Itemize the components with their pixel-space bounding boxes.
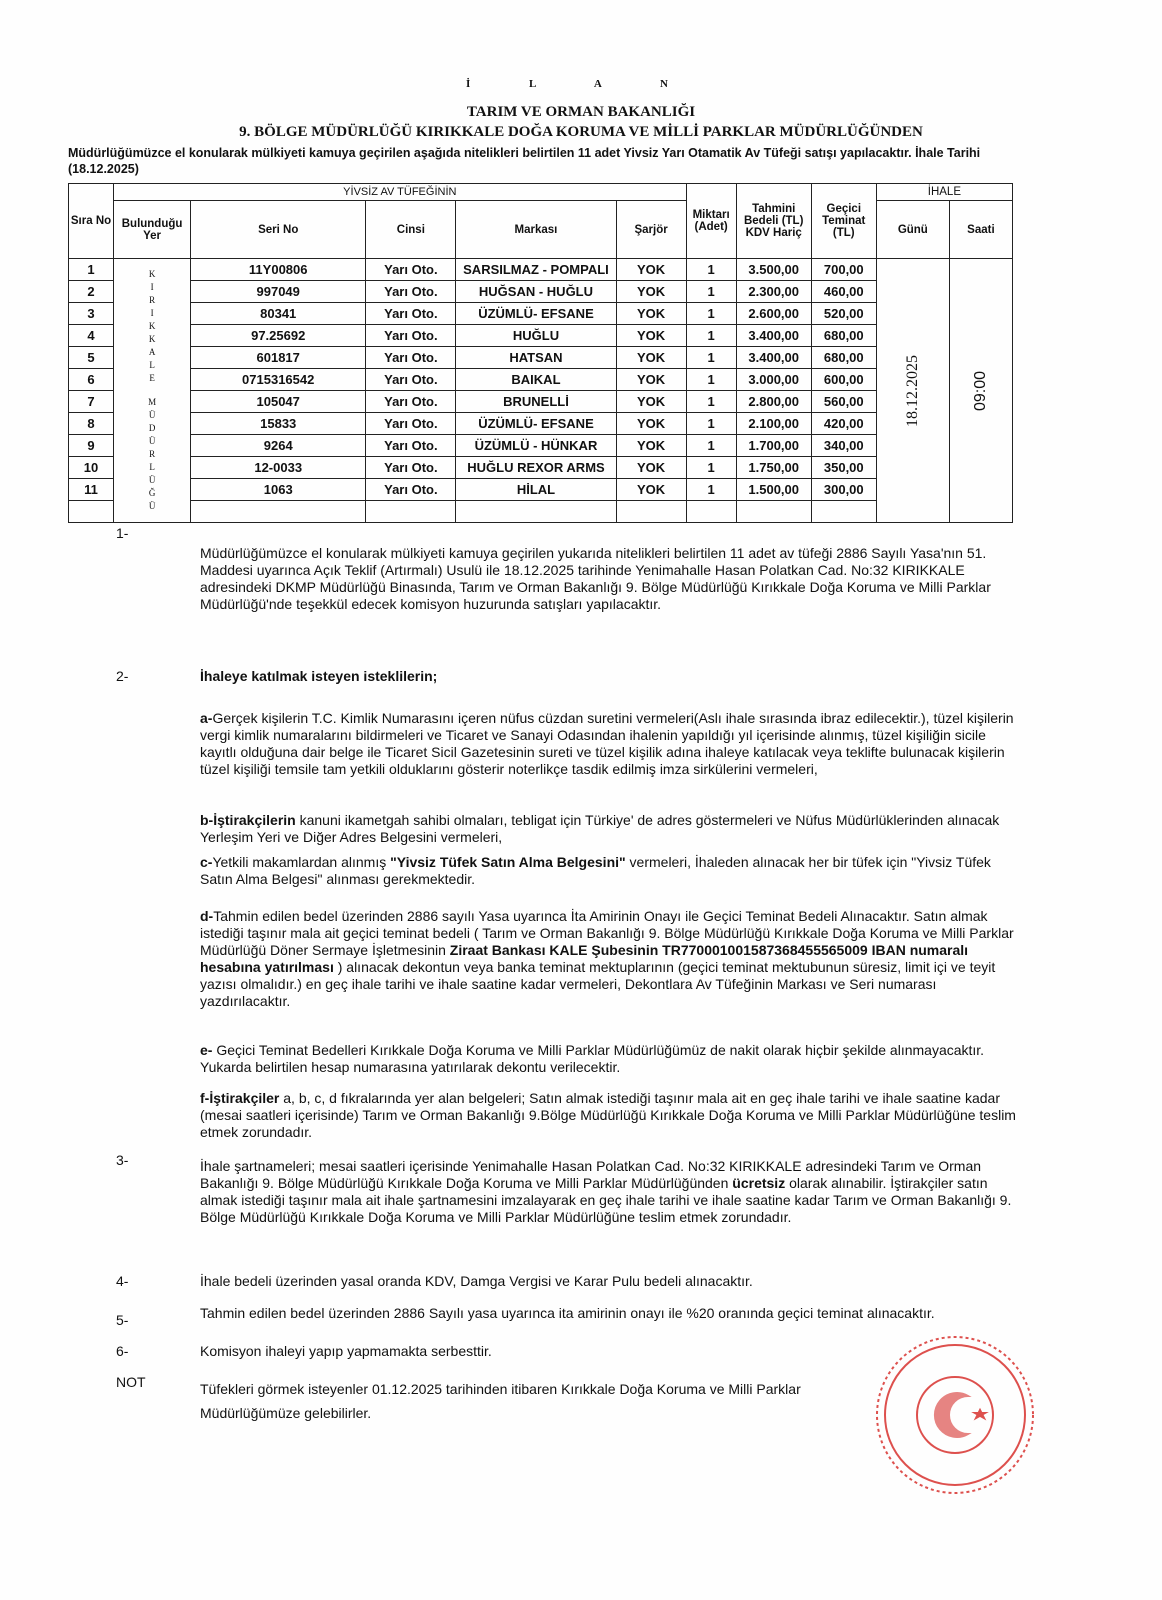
row-sarjor: YOK (616, 479, 686, 501)
row-marka: HİLAL (456, 479, 616, 501)
row-adet: 1 (686, 259, 736, 281)
row-seri: 105047 (191, 391, 366, 413)
item-2d-text1: Tahmin edilen bedel üzerinden 2886 sayılı Yasa uyarınca İta Amirinin Onayı ile Geçici Teminat Bedeli Alınacaktır. Satın almak istediği taşınır mala ait geçici teminat bedeli ( Tarım ve Orman Bakanlığı 9. Bölge Müdürlüğü Kırıkkale Doğa Koruma ve Milli Parklar Müdürlüğü Döner Sermaye İşletmesinin (200, 908, 1014, 958)
row-teminat: 340,00 (811, 435, 876, 457)
item-number-6: 6- (116, 1343, 129, 1359)
item-2c-text1: Yetkili makamlardan alınmış (212, 854, 391, 870)
table-row (69, 413, 1013, 435)
header-gunu: Günü (876, 201, 949, 259)
row-seri: 11Y00806 (191, 259, 366, 281)
row-cins: Yarı Oto. (366, 435, 456, 457)
item-2b (200, 812, 1020, 846)
row-sira-no: 1 (69, 259, 114, 281)
row-seri: 97.25692 (191, 325, 366, 347)
row-cins (366, 501, 456, 523)
announcement-heading: İ L A N (466, 78, 696, 90)
row-cins: Yarı Oto. (366, 347, 456, 369)
row-teminat: 420,00 (811, 413, 876, 435)
item-3-text1: İhale şartnameleri; mesai saatleri içerisinde Yenimahalle Hasan Polatkan Cad. No:32 KIRIKKALE adresindeki Tarım ve Orman Bakanlığı 9. Bölge Müdürlüğü Kırıkkale Doğa Koruma ve Milli Parklar Müdürlüğünden (200, 1158, 982, 1191)
row-marka: HUĞLU (456, 325, 616, 347)
row-bedel: 1.700,00 (736, 435, 811, 457)
table-row (69, 479, 1013, 501)
row-adet: 1 (686, 457, 736, 479)
row-cins: Yarı Oto. (366, 259, 456, 281)
row-bedel: 3.000,00 (736, 369, 811, 391)
row-marka: BAIKAL (456, 369, 616, 391)
item-2c-text2: vermeleri, İhaleden alınacak her bir tüfek için "Yivsiz Tüfek Satın Alma Belgesi" alınması gerekmektedir. (200, 854, 991, 887)
item-4-text: İhale bedeli üzerinden yasal oranda KDV, Damga Vergisi ve Karar Pulu bedeli alınacaktır. (200, 1273, 753, 1289)
item-3-text2: olarak alınabilir. İştirakçiler satın almak istediği taşınır mala ait ihale şartnamesini imzalayarak en geç ihale tarihi ve ihale saatine kadar Tarım ve Orman Bakanlığı 9. Bölge Müdürlüğü Kırıkkale Doğa Koruma ve Milli Parklar Müdürlüğüne teslim etmek zorundadır. (200, 1175, 1012, 1225)
row-teminat: 680,00 (811, 325, 876, 347)
ihale-gunu-cell (876, 259, 949, 523)
item-2e-text: Geçici Teminat Bedelleri Kırıkkale Doğa Koruma ve Milli Parklar Müdürlüğümüz de nakit olarak hiçbir şekilde alınmayacaktır. Yukarda belirtilen hesap numarasına yatırılarak dekontu verilecektir. (200, 1042, 985, 1075)
location-letter: L (149, 360, 155, 370)
table-row (69, 435, 1013, 457)
row-seri: 1063 (191, 479, 366, 501)
intro-text: Müdürlüğümüzce el konularak mülkiyeti kamuya geçirilen aşağıda nitelikleri belirtilen 11 adet Yivsiz Yarı Otamatik Av Tüfeği satışı yapılacaktır. İhale Tarihi (18.12.2025) (68, 146, 981, 176)
location-letter: L (149, 462, 155, 472)
row-bedel: 2.600,00 (736, 303, 811, 325)
location-letter: Ü (148, 436, 156, 446)
item-number-1: 1- (116, 525, 129, 541)
location-letter: E (149, 373, 155, 383)
row-bedel: 1.750,00 (736, 457, 811, 479)
item-2c (200, 854, 1020, 888)
row-adet: 1 (686, 281, 736, 303)
item-2d-label: d- (200, 908, 214, 924)
row-marka: HUĞSAN - HUĞLU (456, 281, 616, 303)
row-marka (456, 501, 616, 523)
row-seri: 9264 (191, 435, 366, 457)
table-row (69, 347, 1013, 369)
row-sira-no: 2 (69, 281, 114, 303)
table-row (69, 391, 1013, 413)
location-letter: I (150, 282, 154, 292)
row-cins: Yarı Oto. (366, 391, 456, 413)
row-sarjor (616, 501, 686, 523)
item-2b-label: b-İştirakçilerin (200, 812, 296, 828)
row-teminat: 460,00 (811, 281, 876, 303)
item-number-5: 5- (116, 1312, 129, 1328)
row-cins: Yarı Oto. (366, 303, 456, 325)
item-2a-label: a- (200, 710, 213, 726)
row-teminat: 700,00 (811, 259, 876, 281)
row-bedel (736, 501, 811, 523)
row-teminat: 520,00 (811, 303, 876, 325)
item-number-2: 2- (116, 668, 129, 684)
item-2a-text: Gerçek kişilerin T.C. Kimlik Numarasını içeren nüfus cüzdan suretini vermeleri(Aslı ihale sırasında ibraz edilecektir.), tüzel kişilerin vergi kimlik numaralarını bildirmeleri ve Ticaret ve Sanayi Odasından ihalenin yapıldığı yıl içerisinde alınmış, tüzel kişiliğin sicile kayıtlı olduğuna dair belge ile Ticaret Sicil Gazetesinin sureti ve tüzel kişilik adına ihaleye katılacak veya teklifte bulunacak kişilerin tüzel kişiliği temsile tam yetkili olduklarını gösterir noterlikçe tasdik edilmiş imza sirkülerini vermeleri, (200, 710, 1014, 777)
row-sira-no: 4 (69, 325, 114, 347)
header-ihale: İHALE (876, 184, 1012, 201)
row-sira-no: 6 (69, 369, 114, 391)
row-teminat: 560,00 (811, 391, 876, 413)
location-letter: Ü (148, 501, 156, 511)
directorate-title: 9. BÖLGE MÜDÜRLÜĞÜ KIRIKKALE DOĞA KORUMA VE MİLLİ PARKLAR MÜDÜRLÜĞÜNDEN (239, 124, 923, 140)
row-cins: Yarı Oto. (366, 457, 456, 479)
table-row (69, 303, 1013, 325)
ihale-gunu: 18.12.2025 (903, 354, 921, 427)
row-marka: ÜZÜMLÜ- EFSANE (456, 303, 616, 325)
header-gecici-teminat: Geçici Teminat (TL) (811, 184, 876, 259)
location-letter: M (148, 397, 157, 407)
table-row (69, 259, 1013, 281)
table-row (69, 501, 1013, 523)
rifle-table (68, 183, 1013, 523)
row-bedel: 3.400,00 (736, 347, 811, 369)
row-marka: SARSILMAZ - POMPALI (456, 259, 616, 281)
table-row (69, 369, 1013, 391)
header-cinsi: Cinsi (366, 201, 456, 259)
row-seri: 15833 (191, 413, 366, 435)
table-row (69, 281, 1013, 303)
ihale-saati: 09:00 (971, 370, 989, 411)
row-cins: Yarı Oto. (366, 369, 456, 391)
row-seri: 80341 (191, 303, 366, 325)
header-sarjor: Şarjör (616, 201, 686, 259)
location-letter: I (150, 308, 154, 318)
ihale-saati-cell (949, 259, 1012, 523)
table-row (69, 457, 1013, 479)
note-text: Tüfekleri görmek isteyenler 01.12.2025 tarihinden itibaren Kırıkkale Doğa Koruma ve Milli Parklar Müdürlüğümüze gelebilirler. (200, 1381, 801, 1421)
location-letter: R (149, 449, 156, 459)
row-cins: Yarı Oto. (366, 479, 456, 501)
location-letter: Ü (148, 475, 156, 485)
location-letter: Ü (148, 410, 156, 420)
location-letters (114, 268, 190, 513)
row-teminat: 680,00 (811, 347, 876, 369)
row-sira-no: 7 (69, 391, 114, 413)
row-adet: 1 (686, 369, 736, 391)
item-2a (200, 710, 1020, 778)
row-adet: 1 (686, 303, 736, 325)
item-1-text: Müdürlüğümüzce el konularak mülkiyeti kamuya geçirilen yukarıda nitelikleri belirtilen 11 adet av tüfeği 2886 Sayılı Yasa'nın 51. Maddesi uyarınca Açık Teklif (Artırmalı) Usulü ile 18.12.2025 tarihinde Yenimahalle Hasan Polatkan Cad. No:32 KIRIKKALE adresindeki DKMP Müdürlüğü Binasında, Tarım ve Orman Bakanlığı 9. Bölge Müdürlüğü Kırıkkale Doğa Koruma ve Milli Parklar Müdürlüğü'nde teşekkül edecek komisyon huzurunda satışları yapılacaktır. (200, 545, 991, 612)
row-sira-no: 5 (69, 347, 114, 369)
row-sira-no: 8 (69, 413, 114, 435)
row-teminat (811, 501, 876, 523)
row-sira-no: 3 (69, 303, 114, 325)
location-letter: D (148, 423, 156, 433)
row-bedel: 2.100,00 (736, 413, 811, 435)
header-markasi: Markası (456, 201, 616, 259)
row-seri: 0715316542 (191, 369, 366, 391)
official-seal-stamp (870, 1330, 1040, 1500)
item-2e-label: e- (200, 1042, 213, 1058)
item-2f-label: f-İştirakçiler (200, 1090, 280, 1106)
location-letter: K (148, 321, 156, 331)
row-marka: HUĞLU REXOR ARMS (456, 457, 616, 479)
row-sarjor: YOK (616, 259, 686, 281)
row-adet: 1 (686, 391, 736, 413)
row-adet: 1 (686, 479, 736, 501)
row-sarjor: YOK (616, 435, 686, 457)
row-cins: Yarı Oto. (366, 413, 456, 435)
row-bedel: 2.300,00 (736, 281, 811, 303)
row-seri: 601817 (191, 347, 366, 369)
row-sarjor: YOK (616, 457, 686, 479)
item-2d-text2: ) alınacak dekontun veya banka teminat mektuplarının (geçici teminat mektubunun süresiz, limit içi ve teyit yazısı olmalıdır.) en geç ihale tarihi ve ihale saatine kadar vermeleri, Dekontlara Av Tüfeğinin Markası ve Seri numarası yazdırılacaktır. (200, 959, 996, 1009)
row-bedel: 2.800,00 (736, 391, 811, 413)
item-6-text: Komisyon ihaleyi yapıp yapmamakta serbesttir. (200, 1343, 492, 1359)
item-2c-bold: "Yivsiz Tüfek Satın Alma Belgesini" (390, 854, 626, 870)
location-cell (114, 259, 191, 523)
item-2-title: İhaleye katılmak isteyen isteklilerin; (200, 668, 438, 684)
item-5-text: Tahmin edilen bedel üzerinden 2886 Sayılı yasa uyarınca ita amirinin onayı ile %20 oranında geçici teminat alınacaktır. (200, 1305, 935, 1321)
item-2c-label: c- (200, 854, 213, 870)
row-seri (191, 501, 366, 523)
header-group: YİVSİZ AV TÜFEĞİNİN (114, 184, 687, 201)
item-2f (200, 1090, 1020, 1141)
header-tahmini-bedel: Tahmini Bedeli (TL) KDV Hariç (736, 184, 811, 259)
location-letter: A (148, 347, 156, 357)
item-3 (200, 1158, 1022, 1226)
row-bedel: 3.400,00 (736, 325, 811, 347)
row-sira-no (69, 501, 114, 523)
row-sarjor: YOK (616, 413, 686, 435)
header-sira-no: Sıra No (69, 184, 114, 259)
header-seri-no: Seri No (191, 201, 366, 259)
note-label: NOT (116, 1374, 146, 1390)
item-2d-bold: Ziraat Bankası KALE Şubesinin TR770001001587368455565009 IBAN numaralı hesabına yatırılması (200, 942, 969, 975)
item-2e (200, 1042, 1020, 1076)
row-marka: HATSAN (456, 347, 616, 369)
row-adet: 1 (686, 347, 736, 369)
row-adet (686, 501, 736, 523)
row-sarjor: YOK (616, 303, 686, 325)
item-3-bold: ücretsiz (732, 1175, 786, 1191)
header-bulundugu-yer: Bulunduğu Yer (114, 201, 191, 259)
table-row (69, 325, 1013, 347)
row-teminat: 600,00 (811, 369, 876, 391)
header-saati: Saati (949, 201, 1012, 259)
row-teminat: 350,00 (811, 457, 876, 479)
item-number-3: 3- (116, 1152, 129, 1168)
row-bedel: 3.500,00 (736, 259, 811, 281)
location-letter: K (148, 334, 156, 344)
row-sarjor: YOK (616, 391, 686, 413)
row-marka: ÜZÜMLÜ - HÜNKAR (456, 435, 616, 457)
row-teminat: 300,00 (811, 479, 876, 501)
item-2f-text: a, b, c, d fıkralarında yer alan belgeleri; Satın almak istediği taşınır mala ait en geç ihale tarihi ve ihale saatine kadar (mesai saatleri içerisinde) Tarım ve Orman Bakanlığı 9.Bölge Müdürlüğü Kırıkkale Doğa Koruma ve Milli Parklar Müdürlüğüne teslim etmek zorundadır. (200, 1090, 1016, 1140)
row-sarjor: YOK (616, 325, 686, 347)
row-sira-no: 9 (69, 435, 114, 457)
row-marka: ÜZÜMLÜ- EFSANE (456, 413, 616, 435)
row-cins: Yarı Oto. (366, 281, 456, 303)
item-number-4: 4- (116, 1273, 129, 1289)
row-sarjor: YOK (616, 369, 686, 391)
row-seri: 12-0033 (191, 457, 366, 479)
row-marka: BRUNELLİ (456, 391, 616, 413)
row-sarjor: YOK (616, 347, 686, 369)
location-letter: R (149, 295, 156, 305)
item-2d (200, 908, 1022, 1010)
location-letter: Ğ (148, 488, 156, 498)
row-adet: 1 (686, 435, 736, 457)
item-2b-text: kanuni ikametgah sahibi olmaları, tebligat için Türkiye' de adres göstermeleri ve Nüfus Müdürlüklerinden alınacak Yerleşim Yeri ve Diğer Adres Belgesini vermeleri, (200, 812, 1000, 845)
ministry-title: TARIM VE ORMAN BAKANLIĞI (466, 104, 696, 120)
row-seri: 997049 (191, 281, 366, 303)
row-cins: Yarı Oto. (366, 325, 456, 347)
row-sarjor: YOK (616, 281, 686, 303)
row-adet: 1 (686, 325, 736, 347)
row-sira-no: 10 (69, 457, 114, 479)
row-sira-no: 11 (69, 479, 114, 501)
row-bedel: 1.500,00 (736, 479, 811, 501)
header-miktari: Miktarı (Adet) (686, 184, 736, 259)
location-letter: K (148, 269, 156, 279)
row-adet: 1 (686, 413, 736, 435)
